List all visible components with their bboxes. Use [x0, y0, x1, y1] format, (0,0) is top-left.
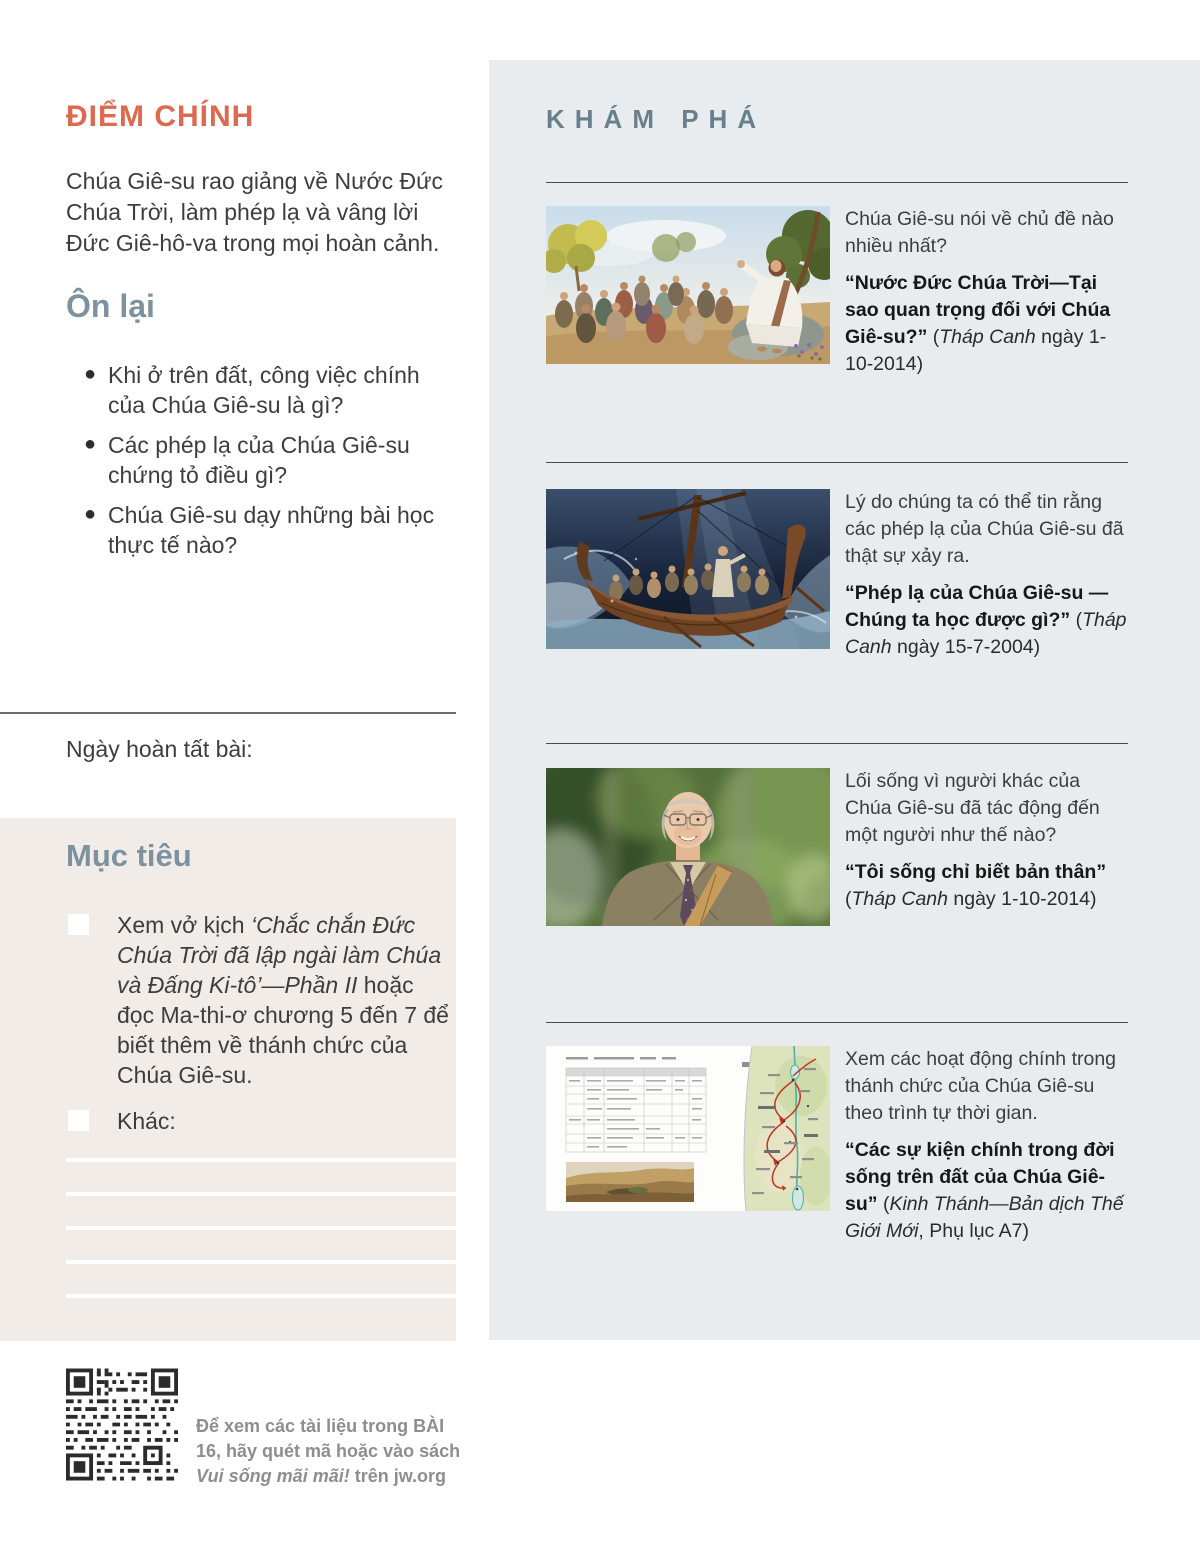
explore-question: Xem các hoạt động chính trong thánh chức của Chúa Giê-su theo trình tự thời gian.	[845, 1048, 1117, 1124]
review-item-text: Chúa Giê-su dạy những bài học thực tế nào?	[108, 502, 435, 558]
bullet-icon: ●	[84, 433, 97, 455]
goal-option-1-text	[117, 910, 449, 1090]
main-points-text: Chúa Giê-su rao giảng về Nước Đức Chúa Trời, làm phép lạ và vâng lời Đức Giê-hô-va trong mọi hoàn cảnh.	[66, 168, 443, 256]
source-open: (	[882, 1193, 890, 1215]
source-open: (	[845, 888, 852, 910]
explore-question: Chúa Giê-su nói về chủ đề nào nhiều nhất?	[845, 208, 1114, 257]
bullet-icon: ●	[84, 363, 97, 385]
goal-checkbox-1[interactable]	[68, 914, 89, 935]
goal-option-1	[68, 910, 449, 1090]
write-line	[66, 1226, 456, 1230]
article-title: “Phép lạ của Chúa Giê-su —Chúng ta học được gì?”	[845, 582, 1109, 631]
goal-option-1-title: ‘Chắc chắn Đức Chúa Trời đã lập ngài làm Chúa và Đấng Ki-tô’—Phần II	[117, 912, 442, 998]
write-line	[66, 1294, 456, 1298]
qr-caption	[196, 1414, 466, 1489]
main-points-heading: ĐIỂM CHÍNH	[66, 100, 255, 133]
explore-reference	[845, 580, 1128, 661]
review-item	[66, 430, 446, 490]
qr-section	[66, 1368, 466, 1489]
explore-reference	[845, 270, 1128, 378]
source-rest: ngày 15-7-2004)	[891, 636, 1041, 658]
smiling-man-portrait-image	[546, 768, 830, 926]
goal-option-1-prefix: Xem vở kịch	[117, 912, 251, 938]
goal-option-1-suffix: hoặc đọc Ma-thi-ơ chương 5 đến 7 để biết thêm về thánh chức của Chúa Giê-su.	[117, 972, 449, 1088]
completion-date-label: Ngày hoàn tất bài:	[66, 736, 253, 762]
qr-caption-book-title: Vui sống mãi mãi!	[196, 1466, 350, 1486]
review-list	[66, 360, 446, 570]
explore-reference	[845, 859, 1128, 913]
explore-question: Lối sống vì người khác của Chúa Giê-su đã tác động đến một người như thế nào?	[845, 770, 1100, 846]
review-item-text: Các phép lạ của Chúa Giê-su chứng tỏ điều gì?	[108, 432, 410, 488]
explore-question: Lý do chúng ta có thể tin rằng các phép lạ của Chúa Giê-su đã thật sự xảy ra.	[845, 491, 1124, 567]
explore-panel	[489, 60, 1200, 1340]
article-title: “Các sự kiện chính trong đời sống trên đất của Chúa Giê-su”	[845, 1139, 1115, 1215]
write-line	[66, 1192, 456, 1196]
write-line	[66, 1260, 456, 1264]
source-rest: ngày 1-10-2014)	[845, 326, 1107, 375]
explore-heading: KHÁM PHÁ	[546, 104, 767, 134]
source-publication: Tháp Canh	[851, 888, 948, 910]
goal-heading: Mục tiêu	[66, 838, 192, 873]
jesus-calms-storm-image	[546, 489, 830, 649]
qr-caption-suffix: trên jw.org	[349, 1466, 447, 1486]
source-publication: Tháp Canh	[939, 326, 1036, 348]
article-title: “Nước Đức Chúa Trời—Tại sao quan trọng đối với Chúa Giê-su?”	[845, 272, 1111, 348]
timeline-table-and-map-image	[546, 1046, 830, 1211]
goal-box	[0, 818, 456, 1341]
review-item-text: Khi ở trên đất, công việc chính của Chúa Giê-su là gì?	[108, 362, 420, 418]
bullet-icon: ●	[84, 503, 97, 525]
source-open: (	[932, 326, 940, 348]
explore-item-3	[546, 743, 1128, 926]
goal-option-2-label: Khác:	[117, 1108, 176, 1134]
write-line	[66, 1158, 456, 1162]
source-rest: , Phụ lục A7)	[918, 1220, 1029, 1242]
article-title: “Tôi sống chỉ biết bản thân”	[845, 861, 1107, 883]
goal-checkbox-2[interactable]	[68, 1110, 89, 1131]
qr-code-icon	[66, 1368, 178, 1481]
source-publication: Kinh Thánh—Bản dịch Thế Giới Mới	[845, 1193, 1124, 1242]
source-publication: Tháp Canh	[845, 609, 1127, 658]
source-open: (	[1075, 609, 1083, 631]
explore-item-2	[546, 462, 1128, 661]
goal-option-2	[68, 1106, 449, 1136]
section-divider	[0, 712, 456, 714]
source-rest: ngày 1-10-2014)	[947, 888, 1097, 910]
qr-caption-prefix: Để xem các tài liệu trong BÀI 16, hãy quét mã hoặc vào sách	[196, 1416, 461, 1461]
explore-item-4	[546, 1022, 1128, 1245]
review-item	[66, 360, 446, 420]
explore-reference	[845, 1137, 1128, 1245]
jesus-teaching-crowd-image	[546, 206, 830, 364]
review-heading: Ôn lại	[66, 288, 155, 324]
explore-item-1	[546, 182, 1128, 378]
review-item	[66, 500, 446, 560]
